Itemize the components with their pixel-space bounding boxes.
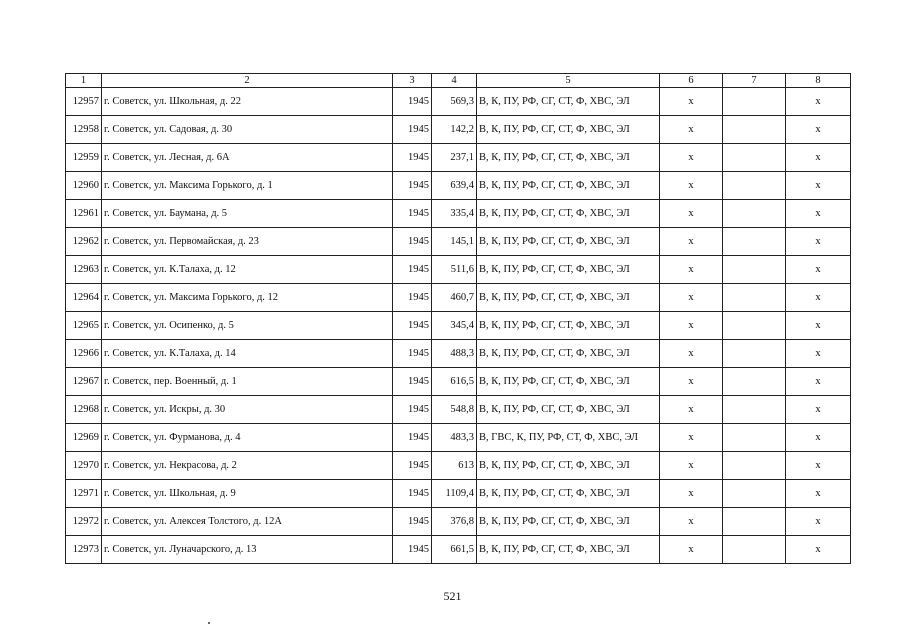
cell-services: В, К, ПУ, РФ, СГ, СТ, Ф, ХВС, ЭЛ [477,452,660,480]
cell-area: 237,1 [432,144,477,172]
cell-col7 [723,200,786,228]
cell-col6: х [660,452,723,480]
cell-record-number: 12973 [66,536,102,564]
cell-address: г. Советск, ул. Максима Горького, д. 12 [102,284,393,312]
cell-services: В, К, ПУ, РФ, СГ, СТ, Ф, ХВС, ЭЛ [477,480,660,508]
cell-col6: х [660,508,723,536]
column-header: 7 [723,74,786,88]
cell-services: В, К, ПУ, РФ, СГ, СТ, Ф, ХВС, ЭЛ [477,256,660,284]
column-header: 2 [102,74,393,88]
cell-col8: х [786,116,851,144]
cell-col6: х [660,228,723,256]
cell-col7 [723,256,786,284]
cell-area: 345,4 [432,312,477,340]
cell-services: В, К, ПУ, РФ, СГ, СТ, Ф, ХВС, ЭЛ [477,88,660,116]
cell-area: 639,4 [432,172,477,200]
cell-year: 1945 [393,228,432,256]
cell-services: В, К, ПУ, РФ, СГ, СТ, Ф, ХВС, ЭЛ [477,508,660,536]
cell-year: 1945 [393,284,432,312]
cell-address: г. Советск, ул. Лесная, д. 6А [102,144,393,172]
cell-services: В, К, ПУ, РФ, СГ, СТ, Ф, ХВС, ЭЛ [477,200,660,228]
cell-address: г. Советск, ул. Фурманова, д. 4 [102,424,393,452]
cell-col6: х [660,480,723,508]
column-header: 3 [393,74,432,88]
page-number: 521 [443,589,462,603]
cell-col7 [723,172,786,200]
cell-col7 [723,116,786,144]
cell-services: В, К, ПУ, РФ, СГ, СТ, Ф, ХВС, ЭЛ [477,340,660,368]
cell-col6: х [660,536,723,564]
cell-services: В, К, ПУ, РФ, СГ, СТ, Ф, ХВС, ЭЛ [477,536,660,564]
cell-services: В, К, ПУ, РФ, СГ, СТ, Ф, ХВС, ЭЛ [477,144,660,172]
cell-col7 [723,396,786,424]
cell-address: г. Советск, ул. Некрасова, д. 2 [102,452,393,480]
cell-area: 376,8 [432,508,477,536]
cell-area: 488,3 [432,340,477,368]
cell-record-number: 12957 [66,88,102,116]
cell-area: 661,5 [432,536,477,564]
cell-col6: х [660,88,723,116]
cell-col6: х [660,284,723,312]
cell-col7 [723,480,786,508]
cell-col7 [723,536,786,564]
cell-services: В, К, ПУ, РФ, СГ, СТ, Ф, ХВС, ЭЛ [477,284,660,312]
cell-col7 [723,88,786,116]
table-row [66,200,851,228]
cell-col7 [723,340,786,368]
table-row [66,172,851,200]
cell-record-number: 12971 [66,480,102,508]
cell-record-number: 12958 [66,116,102,144]
cell-col6: х [660,312,723,340]
table-row [66,144,851,172]
cell-col6: х [660,116,723,144]
cell-area: 335,4 [432,200,477,228]
cell-col6: х [660,144,723,172]
table-row [66,340,851,368]
cell-record-number: 12968 [66,396,102,424]
cell-col8: х [786,256,851,284]
cell-col6: х [660,396,723,424]
column-header: 5 [477,74,660,88]
cell-col6: х [660,424,723,452]
cell-year: 1945 [393,424,432,452]
table-header-row [66,74,851,88]
cell-record-number: 12963 [66,256,102,284]
table-row [66,424,851,452]
cell-area: 613 [432,452,477,480]
cell-address: г. Советск, ул. Осипенко, д. 5 [102,312,393,340]
cell-address: г. Советск, ул. Школьная, д. 9 [102,480,393,508]
cell-services: В, К, ПУ, РФ, СГ, СТ, Ф, ХВС, ЭЛ [477,228,660,256]
cell-col6: х [660,200,723,228]
cell-address: г. Советск, ул. Луначарского, д. 13 [102,536,393,564]
cell-col8: х [786,200,851,228]
cell-col8: х [786,312,851,340]
cell-record-number: 12969 [66,424,102,452]
cell-col7 [723,424,786,452]
scan-speck [208,622,210,624]
cell-col7 [723,368,786,396]
cell-col6: х [660,368,723,396]
buildings-table [65,73,851,564]
cell-col8: х [786,508,851,536]
cell-col7 [723,228,786,256]
cell-year: 1945 [393,116,432,144]
cell-year: 1945 [393,312,432,340]
column-header: 4 [432,74,477,88]
cell-address: г. Советск, ул. Школьная, д. 22 [102,88,393,116]
cell-col8: х [786,284,851,312]
cell-col8: х [786,424,851,452]
cell-address: г. Советск, ул. Алексея Толстого, д. 12А [102,508,393,536]
cell-area: 483,3 [432,424,477,452]
cell-col8: х [786,452,851,480]
cell-year: 1945 [393,144,432,172]
table-body [66,88,851,564]
cell-col8: х [786,536,851,564]
cell-year: 1945 [393,508,432,536]
column-header: 8 [786,74,851,88]
cell-year: 1945 [393,480,432,508]
table-row [66,508,851,536]
cell-area: 511,6 [432,256,477,284]
cell-col8: х [786,480,851,508]
cell-services: В, ГВС, К, ПУ, РФ, СТ, Ф, ХВС, ЭЛ [477,424,660,452]
column-header: 1 [66,74,102,88]
cell-col6: х [660,340,723,368]
cell-col8: х [786,228,851,256]
cell-area: 142,2 [432,116,477,144]
cell-address: г. Советск, ул. Первомайская, д. 23 [102,228,393,256]
cell-area: 145,1 [432,228,477,256]
cell-services: В, К, ПУ, РФ, СГ, СТ, Ф, ХВС, ЭЛ [477,172,660,200]
cell-col6: х [660,172,723,200]
cell-address: г. Советск, пер. Военный, д. 1 [102,368,393,396]
table-row [66,256,851,284]
cell-address: г. Советск, ул. Искры, д. 30 [102,396,393,424]
cell-record-number: 12964 [66,284,102,312]
cell-year: 1945 [393,452,432,480]
table-row [66,88,851,116]
cell-record-number: 12959 [66,144,102,172]
cell-col6: х [660,256,723,284]
cell-area: 616,5 [432,368,477,396]
cell-record-number: 12965 [66,312,102,340]
cell-record-number: 12960 [66,172,102,200]
cell-address: г. Советск, ул. К.Талаха, д. 14 [102,340,393,368]
cell-col7 [723,508,786,536]
cell-col7 [723,452,786,480]
table-row [66,536,851,564]
cell-record-number: 12970 [66,452,102,480]
table-row [66,228,851,256]
cell-col8: х [786,340,851,368]
cell-col8: х [786,144,851,172]
cell-year: 1945 [393,536,432,564]
cell-col7 [723,144,786,172]
cell-col7 [723,312,786,340]
cell-address: г. Советск, ул. Максима Горького, д. 1 [102,172,393,200]
cell-record-number: 12962 [66,228,102,256]
cell-services: В, К, ПУ, РФ, СГ, СТ, Ф, ХВС, ЭЛ [477,396,660,424]
cell-services: В, К, ПУ, РФ, СГ, СТ, Ф, ХВС, ЭЛ [477,312,660,340]
cell-record-number: 12967 [66,368,102,396]
cell-address: г. Советск, ул. К.Талаха, д. 12 [102,256,393,284]
cell-year: 1945 [393,396,432,424]
cell-col7 [723,284,786,312]
cell-year: 1945 [393,340,432,368]
cell-services: В, К, ПУ, РФ, СГ, СТ, Ф, ХВС, ЭЛ [477,368,660,396]
cell-address: г. Советск, ул. Садовая, д. 30 [102,116,393,144]
cell-year: 1945 [393,200,432,228]
cell-year: 1945 [393,368,432,396]
table-row [66,284,851,312]
cell-year: 1945 [393,88,432,116]
table-row [66,312,851,340]
cell-area: 569,3 [432,88,477,116]
cell-record-number: 12966 [66,340,102,368]
table-row [66,116,851,144]
cell-record-number: 12961 [66,200,102,228]
cell-address: г. Советск, ул. Баумана, д. 5 [102,200,393,228]
cell-col8: х [786,396,851,424]
cell-year: 1945 [393,172,432,200]
table-row [66,480,851,508]
column-header: 6 [660,74,723,88]
cell-col8: х [786,88,851,116]
cell-area: 460,7 [432,284,477,312]
cell-col8: х [786,172,851,200]
table-row [66,396,851,424]
cell-record-number: 12972 [66,508,102,536]
cell-services: В, К, ПУ, РФ, СГ, СТ, Ф, ХВС, ЭЛ [477,116,660,144]
table-row [66,368,851,396]
cell-area: 548,8 [432,396,477,424]
cell-area: 1109,4 [432,480,477,508]
cell-col8: х [786,368,851,396]
table-row [66,452,851,480]
cell-year: 1945 [393,256,432,284]
